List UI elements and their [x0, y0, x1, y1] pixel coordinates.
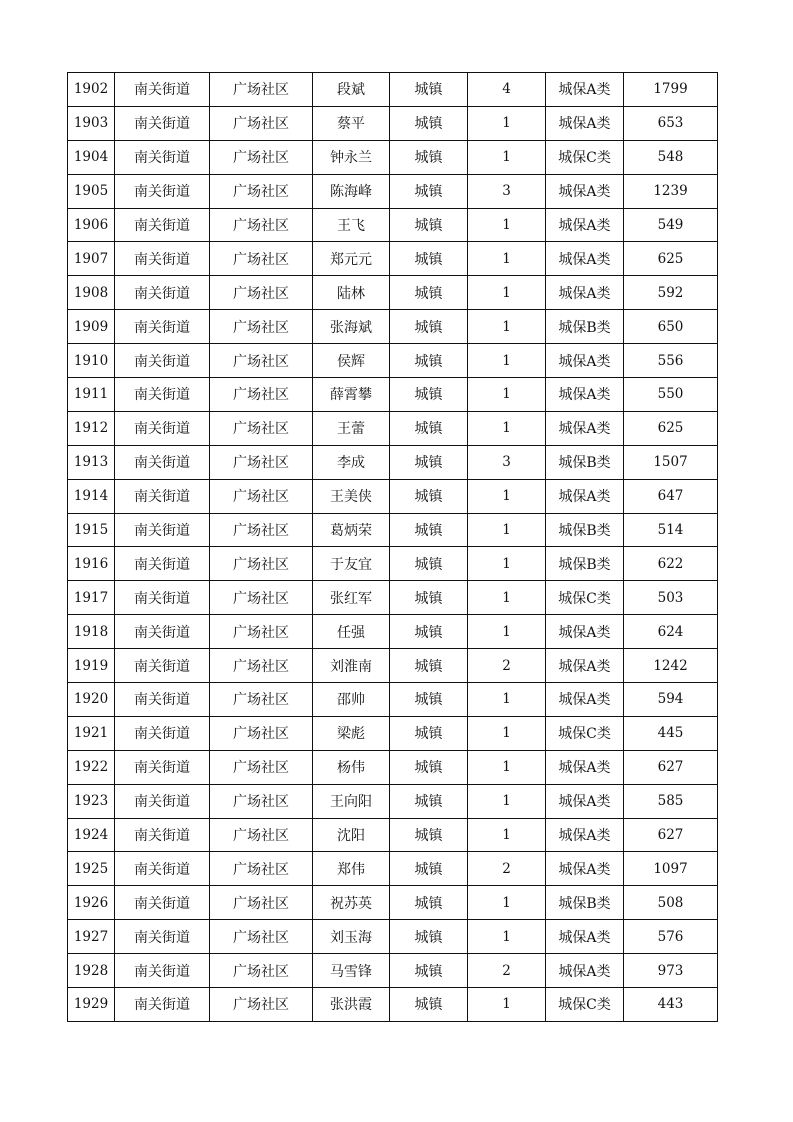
cell-street: 南关街道 [115, 140, 210, 174]
cell-community: 广场社区 [210, 411, 313, 445]
cell-community: 广场社区 [210, 784, 313, 818]
cell-category: 城保C类 [546, 716, 624, 750]
cell-amount: 556 [624, 344, 718, 378]
table-row [68, 513, 718, 547]
cell-community: 广场社区 [210, 242, 313, 276]
cell-category: 城保A类 [546, 106, 624, 140]
cell-community: 广场社区 [210, 174, 313, 208]
cell-person-count: 1 [468, 208, 546, 242]
table-row [68, 276, 718, 310]
cell-person-count: 1 [468, 818, 546, 852]
cell-name: 杨伟 [313, 750, 390, 784]
cell-person-count: 2 [468, 852, 546, 886]
cell-street: 南关街道 [115, 208, 210, 242]
cell-person-count: 1 [468, 106, 546, 140]
cell-amount: 627 [624, 750, 718, 784]
cell-id: 1920 [68, 683, 115, 717]
cell-category: 城保B类 [546, 886, 624, 920]
cell-person-count: 2 [468, 954, 546, 988]
cell-category: 城保A类 [546, 411, 624, 445]
cell-community: 广场社区 [210, 920, 313, 954]
cell-household-type: 城镇 [390, 106, 468, 140]
cell-id: 1914 [68, 479, 115, 513]
table-row [68, 750, 718, 784]
table-row [68, 818, 718, 852]
cell-household-type: 城镇 [390, 988, 468, 1022]
cell-id: 1905 [68, 174, 115, 208]
cell-street: 南关街道 [115, 242, 210, 276]
cell-community: 广场社区 [210, 581, 313, 615]
table-row [68, 547, 718, 581]
cell-amount: 514 [624, 513, 718, 547]
cell-amount: 647 [624, 479, 718, 513]
cell-household-type: 城镇 [390, 750, 468, 784]
cell-name: 郑元元 [313, 242, 390, 276]
cell-community: 广场社区 [210, 649, 313, 683]
cell-amount: 508 [624, 886, 718, 920]
table-row [68, 411, 718, 445]
cell-name: 段斌 [313, 73, 390, 107]
cell-id: 1925 [68, 852, 115, 886]
cell-person-count: 1 [468, 140, 546, 174]
cell-category: 城保B类 [546, 547, 624, 581]
cell-household-type: 城镇 [390, 378, 468, 412]
cell-amount: 624 [624, 615, 718, 649]
cell-household-type: 城镇 [390, 276, 468, 310]
cell-household-type: 城镇 [390, 445, 468, 479]
table-row [68, 581, 718, 615]
cell-person-count: 1 [468, 750, 546, 784]
cell-person-count: 4 [468, 73, 546, 107]
table-row [68, 920, 718, 954]
table-row [68, 378, 718, 412]
cell-id: 1916 [68, 547, 115, 581]
cell-amount: 503 [624, 581, 718, 615]
cell-person-count: 1 [468, 513, 546, 547]
cell-category: 城保B类 [546, 445, 624, 479]
cell-street: 南关街道 [115, 310, 210, 344]
cell-id: 1907 [68, 242, 115, 276]
cell-person-count: 2 [468, 649, 546, 683]
cell-id: 1919 [68, 649, 115, 683]
table-row [68, 886, 718, 920]
cell-amount: 1799 [624, 73, 718, 107]
cell-household-type: 城镇 [390, 920, 468, 954]
table-row [68, 344, 718, 378]
cell-person-count: 1 [468, 784, 546, 818]
cell-community: 广场社区 [210, 479, 313, 513]
cell-id: 1911 [68, 378, 115, 412]
cell-person-count: 3 [468, 445, 546, 479]
cell-street: 南关街道 [115, 649, 210, 683]
cell-household-type: 城镇 [390, 344, 468, 378]
cell-category: 城保C类 [546, 140, 624, 174]
cell-household-type: 城镇 [390, 513, 468, 547]
cell-household-type: 城镇 [390, 479, 468, 513]
cell-household-type: 城镇 [390, 818, 468, 852]
cell-street: 南关街道 [115, 73, 210, 107]
cell-amount: 653 [624, 106, 718, 140]
cell-name: 王向阳 [313, 784, 390, 818]
cell-amount: 625 [624, 411, 718, 445]
cell-street: 南关街道 [115, 852, 210, 886]
cell-id: 1923 [68, 784, 115, 818]
cell-id: 1922 [68, 750, 115, 784]
cell-name: 薛霄攀 [313, 378, 390, 412]
table-row [68, 242, 718, 276]
table-row [68, 852, 718, 886]
cell-person-count: 1 [468, 378, 546, 412]
cell-household-type: 城镇 [390, 208, 468, 242]
table-row [68, 479, 718, 513]
cell-community: 广场社区 [210, 818, 313, 852]
cell-id: 1912 [68, 411, 115, 445]
cell-category: 城保A类 [546, 174, 624, 208]
cell-household-type: 城镇 [390, 242, 468, 276]
cell-id: 1921 [68, 716, 115, 750]
cell-category: 城保A类 [546, 818, 624, 852]
cell-community: 广场社区 [210, 852, 313, 886]
cell-category: 城保A类 [546, 344, 624, 378]
cell-amount: 1239 [624, 174, 718, 208]
cell-name: 王蕾 [313, 411, 390, 445]
cell-person-count: 1 [468, 988, 546, 1022]
cell-community: 广场社区 [210, 615, 313, 649]
cell-id: 1924 [68, 818, 115, 852]
cell-name: 侯辉 [313, 344, 390, 378]
cell-name: 张红军 [313, 581, 390, 615]
cell-id: 1918 [68, 615, 115, 649]
cell-person-count: 1 [468, 310, 546, 344]
cell-household-type: 城镇 [390, 140, 468, 174]
cell-street: 南关街道 [115, 683, 210, 717]
cell-name: 陆林 [313, 276, 390, 310]
cell-id: 1902 [68, 73, 115, 107]
cell-person-count: 1 [468, 716, 546, 750]
cell-household-type: 城镇 [390, 852, 468, 886]
cell-person-count: 1 [468, 276, 546, 310]
table-row [68, 140, 718, 174]
cell-person-count: 1 [468, 581, 546, 615]
cell-community: 广场社区 [210, 954, 313, 988]
cell-amount: 973 [624, 954, 718, 988]
cell-amount: 550 [624, 378, 718, 412]
cell-street: 南关街道 [115, 615, 210, 649]
cell-category: 城保A类 [546, 954, 624, 988]
cell-person-count: 1 [468, 547, 546, 581]
cell-community: 广场社区 [210, 344, 313, 378]
cell-name: 钟永兰 [313, 140, 390, 174]
table-row [68, 310, 718, 344]
cell-street: 南关街道 [115, 750, 210, 784]
cell-id: 1903 [68, 106, 115, 140]
cell-category: 城保A类 [546, 479, 624, 513]
cell-community: 广场社区 [210, 988, 313, 1022]
cell-amount: 548 [624, 140, 718, 174]
cell-person-count: 1 [468, 411, 546, 445]
cell-amount: 625 [624, 242, 718, 276]
cell-community: 广场社区 [210, 140, 313, 174]
cell-community: 广场社区 [210, 276, 313, 310]
cell-street: 南关街道 [115, 445, 210, 479]
cell-street: 南关街道 [115, 378, 210, 412]
cell-name: 任强 [313, 615, 390, 649]
cell-category: 城保A类 [546, 649, 624, 683]
cell-name: 陈海峰 [313, 174, 390, 208]
cell-street: 南关街道 [115, 513, 210, 547]
cell-category: 城保A类 [546, 615, 624, 649]
cell-household-type: 城镇 [390, 73, 468, 107]
cell-person-count: 1 [468, 479, 546, 513]
table-row [68, 784, 718, 818]
cell-street: 南关街道 [115, 411, 210, 445]
table-row [68, 106, 718, 140]
cell-street: 南关街道 [115, 988, 210, 1022]
cell-household-type: 城镇 [390, 547, 468, 581]
cell-amount: 585 [624, 784, 718, 818]
cell-street: 南关街道 [115, 106, 210, 140]
cell-street: 南关街道 [115, 920, 210, 954]
cell-id: 1915 [68, 513, 115, 547]
table-row [68, 716, 718, 750]
cell-id: 1917 [68, 581, 115, 615]
cell-id: 1928 [68, 954, 115, 988]
cell-street: 南关街道 [115, 344, 210, 378]
cell-id: 1927 [68, 920, 115, 954]
cell-person-count: 1 [468, 920, 546, 954]
cell-community: 广场社区 [210, 683, 313, 717]
cell-category: 城保A类 [546, 276, 624, 310]
table-row [68, 649, 718, 683]
cell-amount: 445 [624, 716, 718, 750]
cell-name: 王美侠 [313, 479, 390, 513]
cell-household-type: 城镇 [390, 411, 468, 445]
cell-category: 城保A类 [546, 852, 624, 886]
table-row [68, 954, 718, 988]
cell-category: 城保B类 [546, 310, 624, 344]
cell-name: 邵帅 [313, 683, 390, 717]
cell-category: 城保A类 [546, 784, 624, 818]
cell-household-type: 城镇 [390, 581, 468, 615]
cell-street: 南关街道 [115, 886, 210, 920]
cell-name: 葛炳荣 [313, 513, 390, 547]
cell-amount: 1507 [624, 445, 718, 479]
cell-person-count: 1 [468, 886, 546, 920]
cell-name: 刘玉海 [313, 920, 390, 954]
cell-category: 城保A类 [546, 208, 624, 242]
cell-id: 1906 [68, 208, 115, 242]
cell-street: 南关街道 [115, 954, 210, 988]
cell-community: 广场社区 [210, 547, 313, 581]
cell-name: 马雪锋 [313, 954, 390, 988]
cell-category: 城保A类 [546, 378, 624, 412]
cell-category: 城保A类 [546, 73, 624, 107]
cell-category: 城保A类 [546, 750, 624, 784]
cell-community: 广场社区 [210, 445, 313, 479]
cell-household-type: 城镇 [390, 310, 468, 344]
cell-name: 李成 [313, 445, 390, 479]
cell-community: 广场社区 [210, 886, 313, 920]
cell-name: 蔡平 [313, 106, 390, 140]
cell-id: 1910 [68, 344, 115, 378]
cell-household-type: 城镇 [390, 649, 468, 683]
table-row [68, 615, 718, 649]
cell-amount: 576 [624, 920, 718, 954]
cell-community: 广场社区 [210, 73, 313, 107]
cell-name: 郑伟 [313, 852, 390, 886]
cell-household-type: 城镇 [390, 615, 468, 649]
cell-category: 城保A类 [546, 683, 624, 717]
cell-id: 1926 [68, 886, 115, 920]
cell-category: 城保A类 [546, 242, 624, 276]
cell-category: 城保C类 [546, 581, 624, 615]
cell-street: 南关街道 [115, 547, 210, 581]
cell-street: 南关街道 [115, 174, 210, 208]
table-row [68, 988, 718, 1022]
table-body [68, 73, 718, 1022]
cell-street: 南关街道 [115, 716, 210, 750]
cell-category: 城保C类 [546, 988, 624, 1022]
cell-name: 于友宜 [313, 547, 390, 581]
cell-street: 南关街道 [115, 581, 210, 615]
records-table [67, 72, 718, 1022]
cell-amount: 622 [624, 547, 718, 581]
cell-amount: 627 [624, 818, 718, 852]
cell-person-count: 1 [468, 344, 546, 378]
cell-street: 南关街道 [115, 479, 210, 513]
table-row [68, 208, 718, 242]
cell-community: 广场社区 [210, 513, 313, 547]
cell-household-type: 城镇 [390, 683, 468, 717]
cell-amount: 1242 [624, 649, 718, 683]
cell-community: 广场社区 [210, 750, 313, 784]
cell-street: 南关街道 [115, 784, 210, 818]
cell-household-type: 城镇 [390, 716, 468, 750]
cell-household-type: 城镇 [390, 174, 468, 208]
cell-name: 王飞 [313, 208, 390, 242]
cell-amount: 592 [624, 276, 718, 310]
cell-amount: 594 [624, 683, 718, 717]
cell-name: 张洪霞 [313, 988, 390, 1022]
cell-name: 沈阳 [313, 818, 390, 852]
cell-id: 1929 [68, 988, 115, 1022]
cell-amount: 1097 [624, 852, 718, 886]
cell-id: 1909 [68, 310, 115, 344]
cell-name: 刘淮南 [313, 649, 390, 683]
cell-person-count: 1 [468, 683, 546, 717]
cell-id: 1904 [68, 140, 115, 174]
cell-household-type: 城镇 [390, 784, 468, 818]
cell-name: 祝苏英 [313, 886, 390, 920]
cell-person-count: 3 [468, 174, 546, 208]
cell-community: 广场社区 [210, 310, 313, 344]
cell-household-type: 城镇 [390, 886, 468, 920]
cell-street: 南关街道 [115, 276, 210, 310]
table-row [68, 445, 718, 479]
cell-community: 广场社区 [210, 716, 313, 750]
cell-name: 张海斌 [313, 310, 390, 344]
table-row [68, 73, 718, 107]
cell-community: 广场社区 [210, 106, 313, 140]
cell-amount: 650 [624, 310, 718, 344]
cell-name: 梁彪 [313, 716, 390, 750]
cell-community: 广场社区 [210, 208, 313, 242]
cell-person-count: 1 [468, 242, 546, 276]
table-row [68, 683, 718, 717]
cell-household-type: 城镇 [390, 954, 468, 988]
cell-category: 城保A类 [546, 920, 624, 954]
cell-amount: 443 [624, 988, 718, 1022]
cell-person-count: 1 [468, 615, 546, 649]
cell-amount: 549 [624, 208, 718, 242]
cell-id: 1908 [68, 276, 115, 310]
cell-community: 广场社区 [210, 378, 313, 412]
cell-category: 城保B类 [546, 513, 624, 547]
table-row [68, 174, 718, 208]
cell-street: 南关街道 [115, 818, 210, 852]
cell-id: 1913 [68, 445, 115, 479]
